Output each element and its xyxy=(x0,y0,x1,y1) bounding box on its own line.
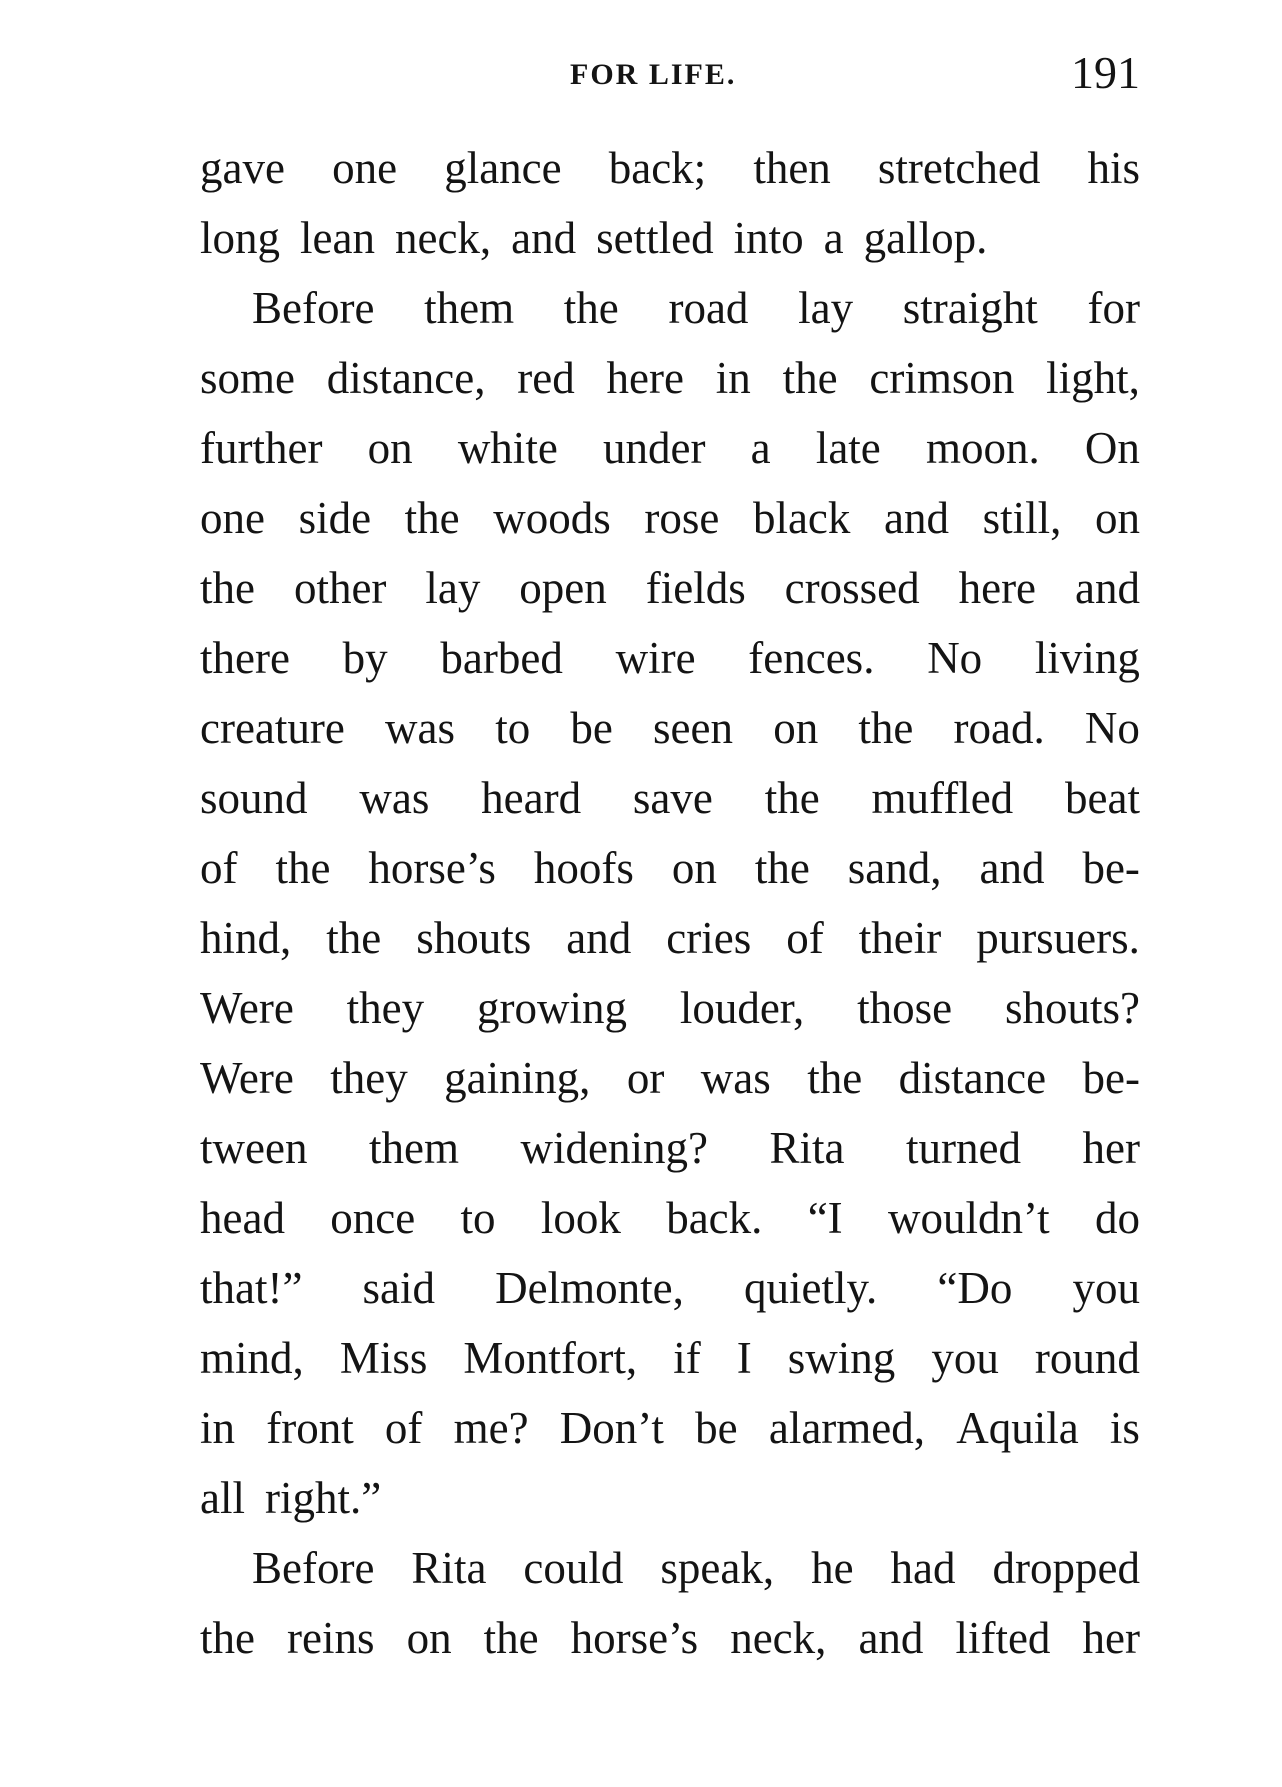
text-line: gave one glance back; then stretched his xyxy=(200,143,1140,193)
text-line: Were they growing louder, those shouts? xyxy=(200,983,1140,1033)
text-line: sound was heard save the muffled beat xyxy=(200,773,1140,823)
text-line: hind, the shouts and cries of their pursuers. xyxy=(200,913,1140,963)
text-line: further on white under a late moon. On xyxy=(200,423,1140,473)
text-line: there by barbed wire fences. No living xyxy=(200,633,1140,683)
paragraph xyxy=(200,1533,1140,1673)
text-line: the other lay open fields crossed here and xyxy=(200,563,1140,613)
paragraph xyxy=(200,133,1140,273)
text-line: creature was to be seen on the road. No xyxy=(200,703,1140,753)
text-line: Before them the road lay straight for xyxy=(252,283,1140,333)
text-line: the reins on the horse’s neck, and lifted her xyxy=(200,1613,1140,1663)
text-line: long lean neck, and settled into a gallop. xyxy=(200,213,988,263)
text-line: some distance, red here in the crimson light, xyxy=(200,353,1140,403)
running-title: FOR LIFE. xyxy=(570,58,737,91)
text-line: one side the woods rose black and still, on xyxy=(200,493,1140,543)
text-line: in front of me? Don’t be alarmed, Aquila is xyxy=(200,1403,1140,1453)
body-text xyxy=(200,133,1140,1673)
text-line: all right.” xyxy=(200,1473,382,1523)
text-line: head once to look back. “I wouldn’t do xyxy=(200,1193,1140,1243)
text-line: that!” said Delmonte, quietly. “Do you xyxy=(200,1263,1140,1313)
running-header xyxy=(200,46,1140,106)
text-line: Before Rita could speak, he had dropped xyxy=(252,1543,1140,1593)
text-line: Were they gaining, or was the distance be- xyxy=(200,1053,1140,1103)
page-number: 191 xyxy=(1071,47,1140,98)
text-line: tween them widening? Rita turned her xyxy=(200,1123,1140,1173)
text-line: of the horse’s hoofs on the sand, and be- xyxy=(200,843,1140,893)
text-line: mind, Miss Montfort, if I swing you round xyxy=(200,1333,1140,1383)
paragraph xyxy=(200,273,1140,1533)
